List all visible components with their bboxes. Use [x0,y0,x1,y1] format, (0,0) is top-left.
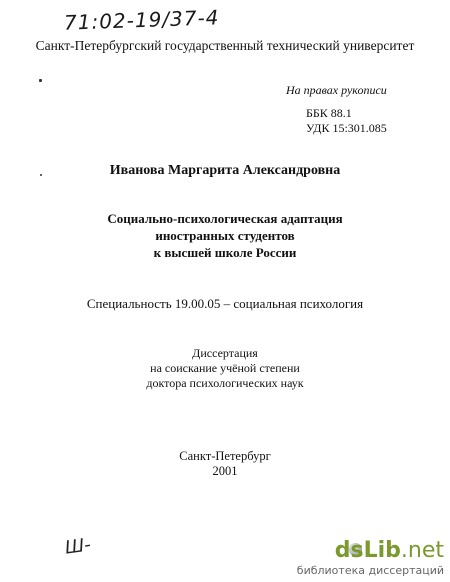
university-name: Санкт-Петербургский государственный технический университет [35,38,415,53]
watermark-subtitle: библиотека диссертаций [296,564,444,577]
place-and-year [0,449,450,479]
dslib-watermark [296,538,448,578]
rights-note: На правах рукописи [286,83,387,97]
scan-mark-handwritten: Ш- [63,534,93,559]
title-line: к высшей школе России [153,245,297,260]
thesis-title [0,210,450,261]
year: 2001 [212,464,238,478]
dissertation-line: на соискание учёной степени [150,361,300,375]
watermark-logo-suffix: .net [400,538,444,563]
archive-code-handwritten: 71:02-19/37-4 [63,5,220,35]
watermark-logo-main: dsLib [334,538,401,563]
udk-code: УДК 15:301.085 [306,121,387,135]
watermark-logo [335,538,444,563]
title-line: Социально-психологическая адаптация [107,211,343,226]
city: Санкт-Петербург [179,449,271,463]
author-name: Иванова Маргарита Александровна [109,163,341,178]
specialty: Специальность 19.00.05 – социальная психология [86,296,364,311]
dissertation-info [0,346,450,391]
scan-speck [39,79,42,82]
title-line: иностранных студентов [155,228,295,243]
bbk-code: ББК 88.1 [306,106,352,120]
dissertation-line: доктора психологических наук [146,376,304,390]
dissertation-line: Диссертация [192,346,258,360]
